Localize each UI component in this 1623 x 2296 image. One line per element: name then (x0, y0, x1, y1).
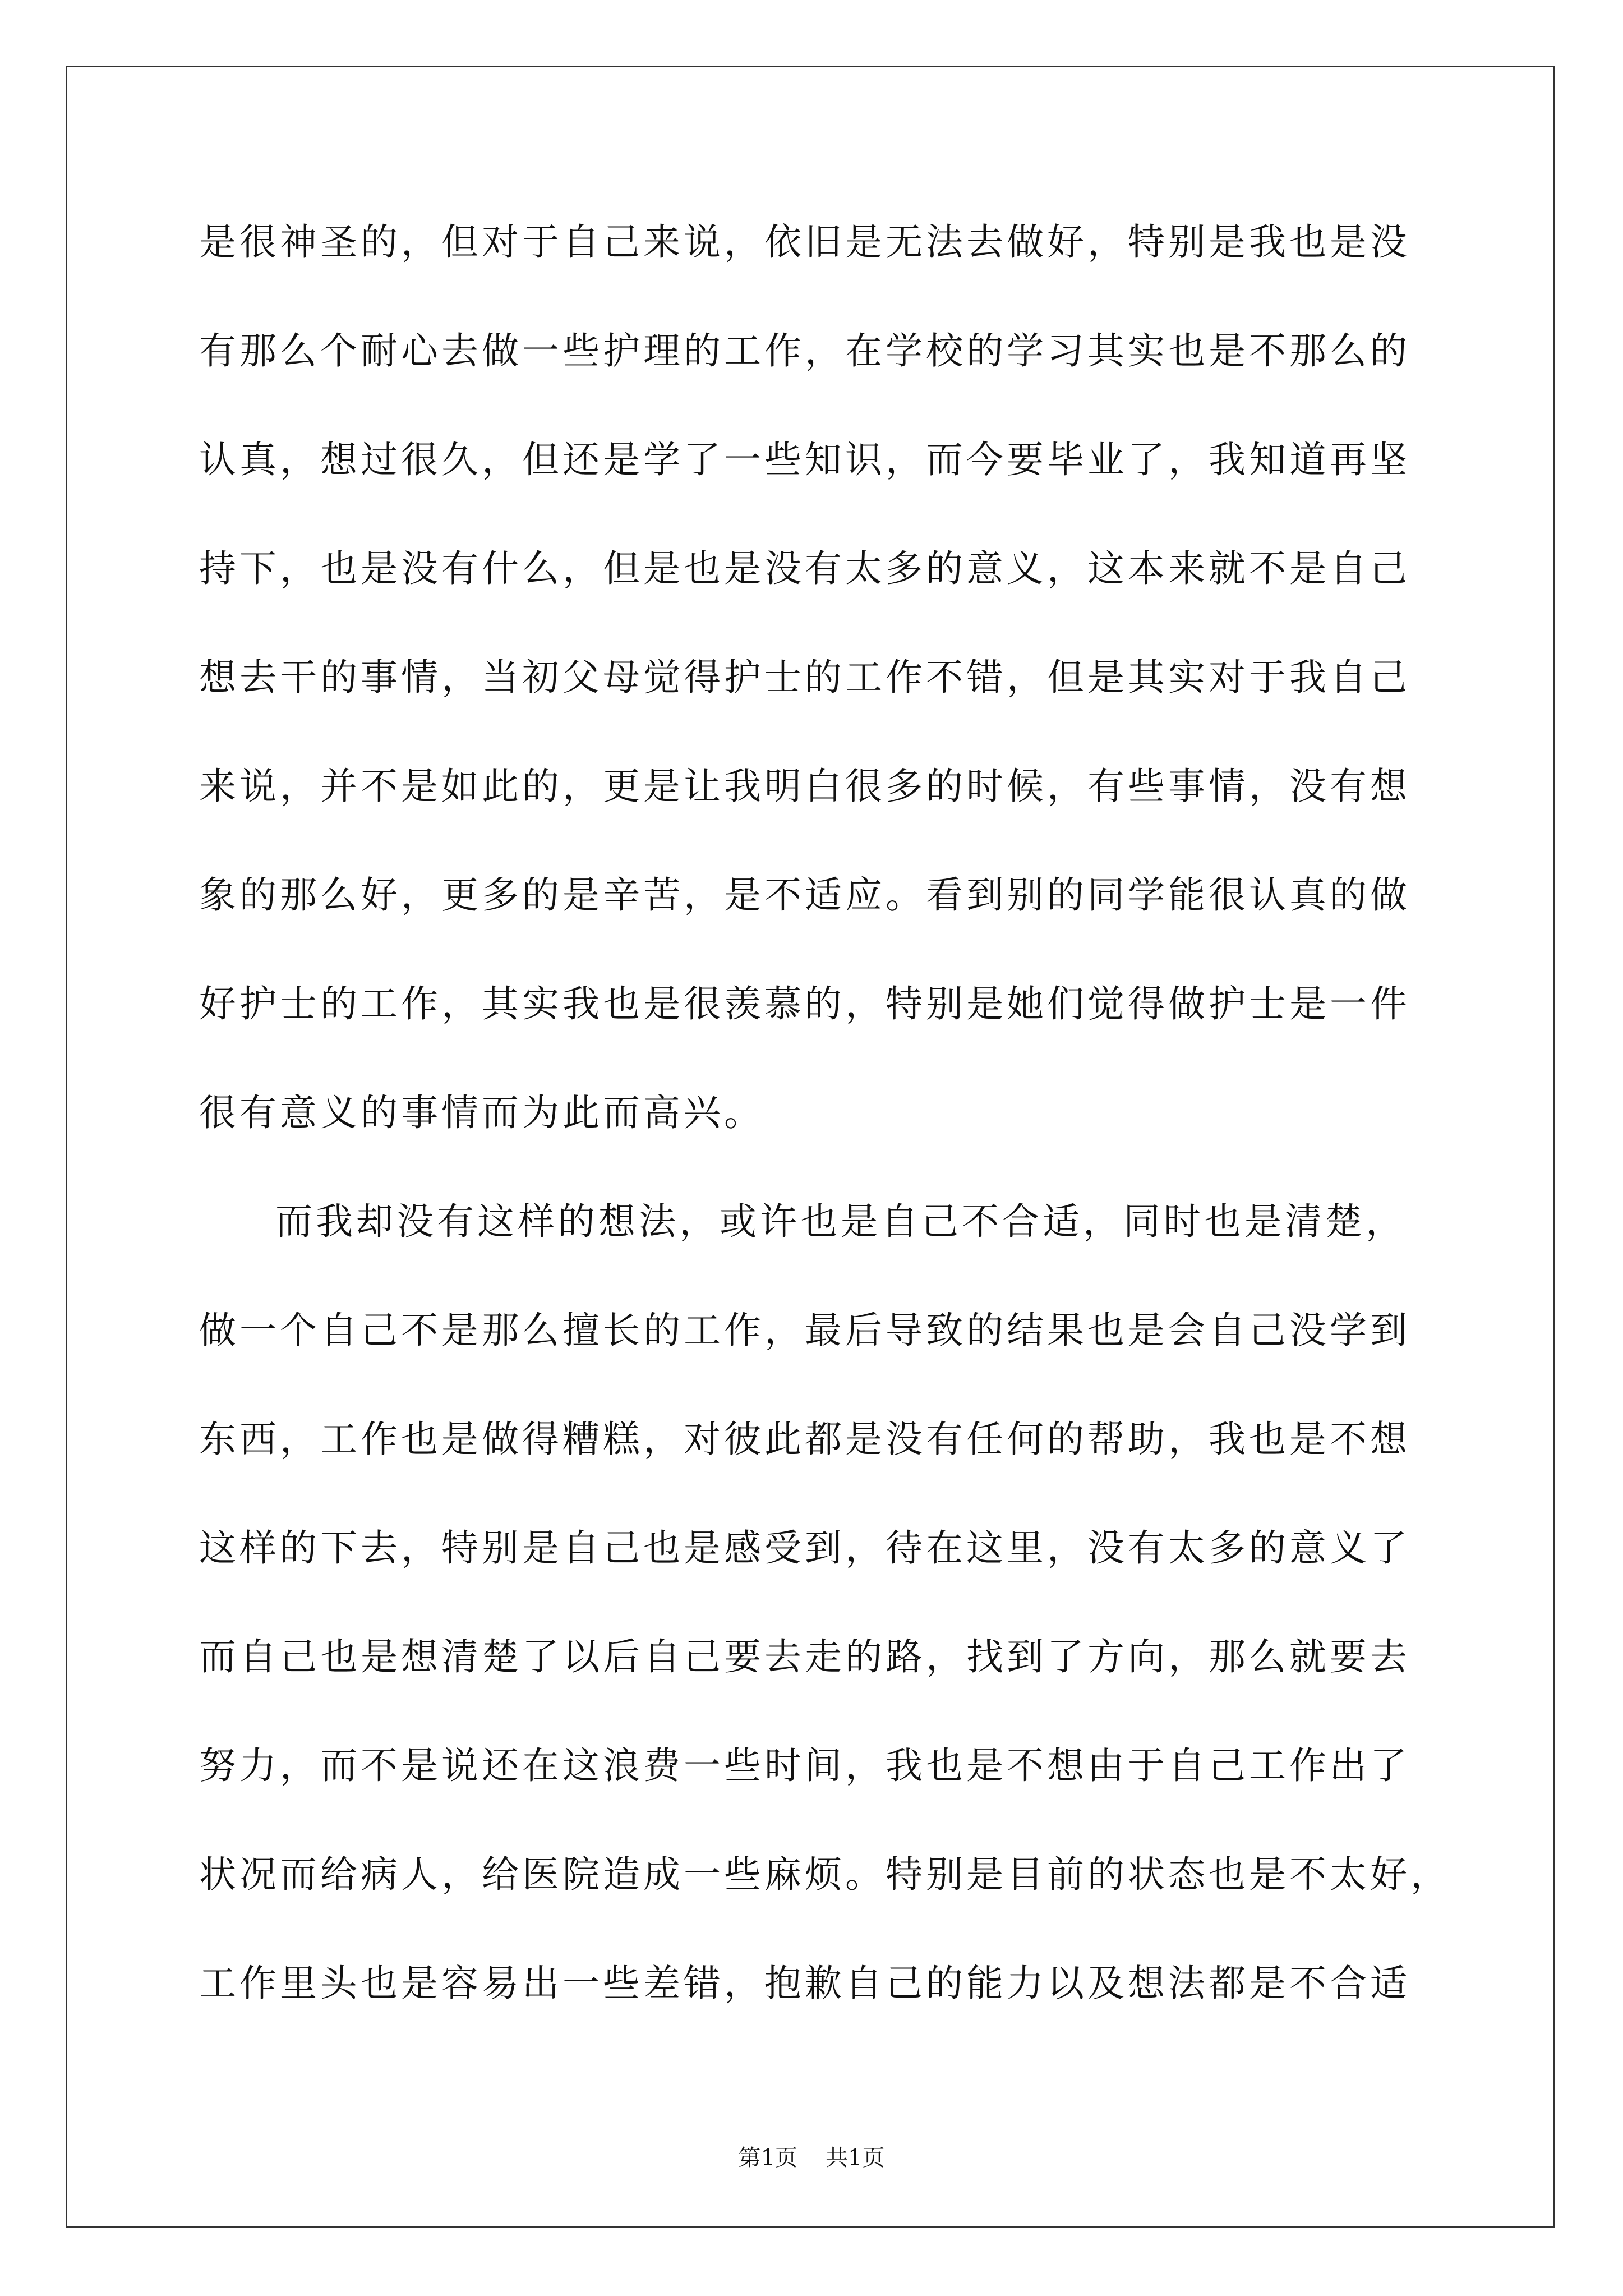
text-line: 而我却没有这样的想法，或许也是自己不合适，同时也是清楚， (275, 1200, 1406, 1243)
page-footer (0, 2140, 1623, 2172)
page-total: 共1页 (826, 2145, 885, 2171)
text-line: 象的那么好，更多的是辛苦，是不适应。看到别的同学能很认真的做 (199, 873, 1410, 917)
text-line: 很有意义的事情而为此而高兴。 (199, 1091, 764, 1134)
document-body (199, 220, 1451, 2070)
text-line: 东西，工作也是做得糟糕，对彼此都是没有任何的帮助，我也是不想 (199, 1418, 1410, 1461)
text-line: 好护士的工作，其实我也是很羡慕的，特别是她们觉得做护士是一件 (199, 982, 1410, 1025)
text-line: 想去干的事情，当初父母觉得护士的工作不错，但是其实对于我自己 (199, 656, 1410, 699)
text-line: 是很神圣的，但对于自己来说，依旧是无法去做好，特别是我也是没 (199, 220, 1410, 264)
text-line: 持下，也是没有什么，但是也是没有太多的意义，这本来就不是自己 (199, 547, 1410, 590)
text-line: 努力，而不是说还在这浪费一些时间，我也是不想由于自己工作出了 (199, 1744, 1410, 1787)
text-line: 状况而给病人，给医院造成一些麻烦。特别是目前的状态也是不太好， (199, 1853, 1451, 1896)
text-line: 这样的下去，特别是自己也是感受到，待在这里，没有太多的意义了 (199, 1526, 1410, 1570)
text-line: 而自己也是想清楚了以后自己要去走的路，找到了方向，那么就要去 (199, 1635, 1410, 1678)
text-line: 来说，并不是如此的，更是让我明白很多的时候，有些事情，没有想 (199, 765, 1410, 808)
text-line: 工作里头也是容易出一些差错，抱歉自己的能力以及想法都是不合适 (199, 1962, 1410, 2005)
text-line: 有那么个耐心去做一些护理的工作，在学校的学习其实也是不那么的 (199, 329, 1410, 372)
text-line: 认真，想过很久，但还是学了一些知识，而今要毕业了，我知道再坚 (199, 438, 1410, 481)
page-number: 第1页 (738, 2145, 797, 2171)
text-line: 做一个自己不是那么擅长的工作，最后导致的结果也是会自己没学到 (199, 1309, 1410, 1352)
